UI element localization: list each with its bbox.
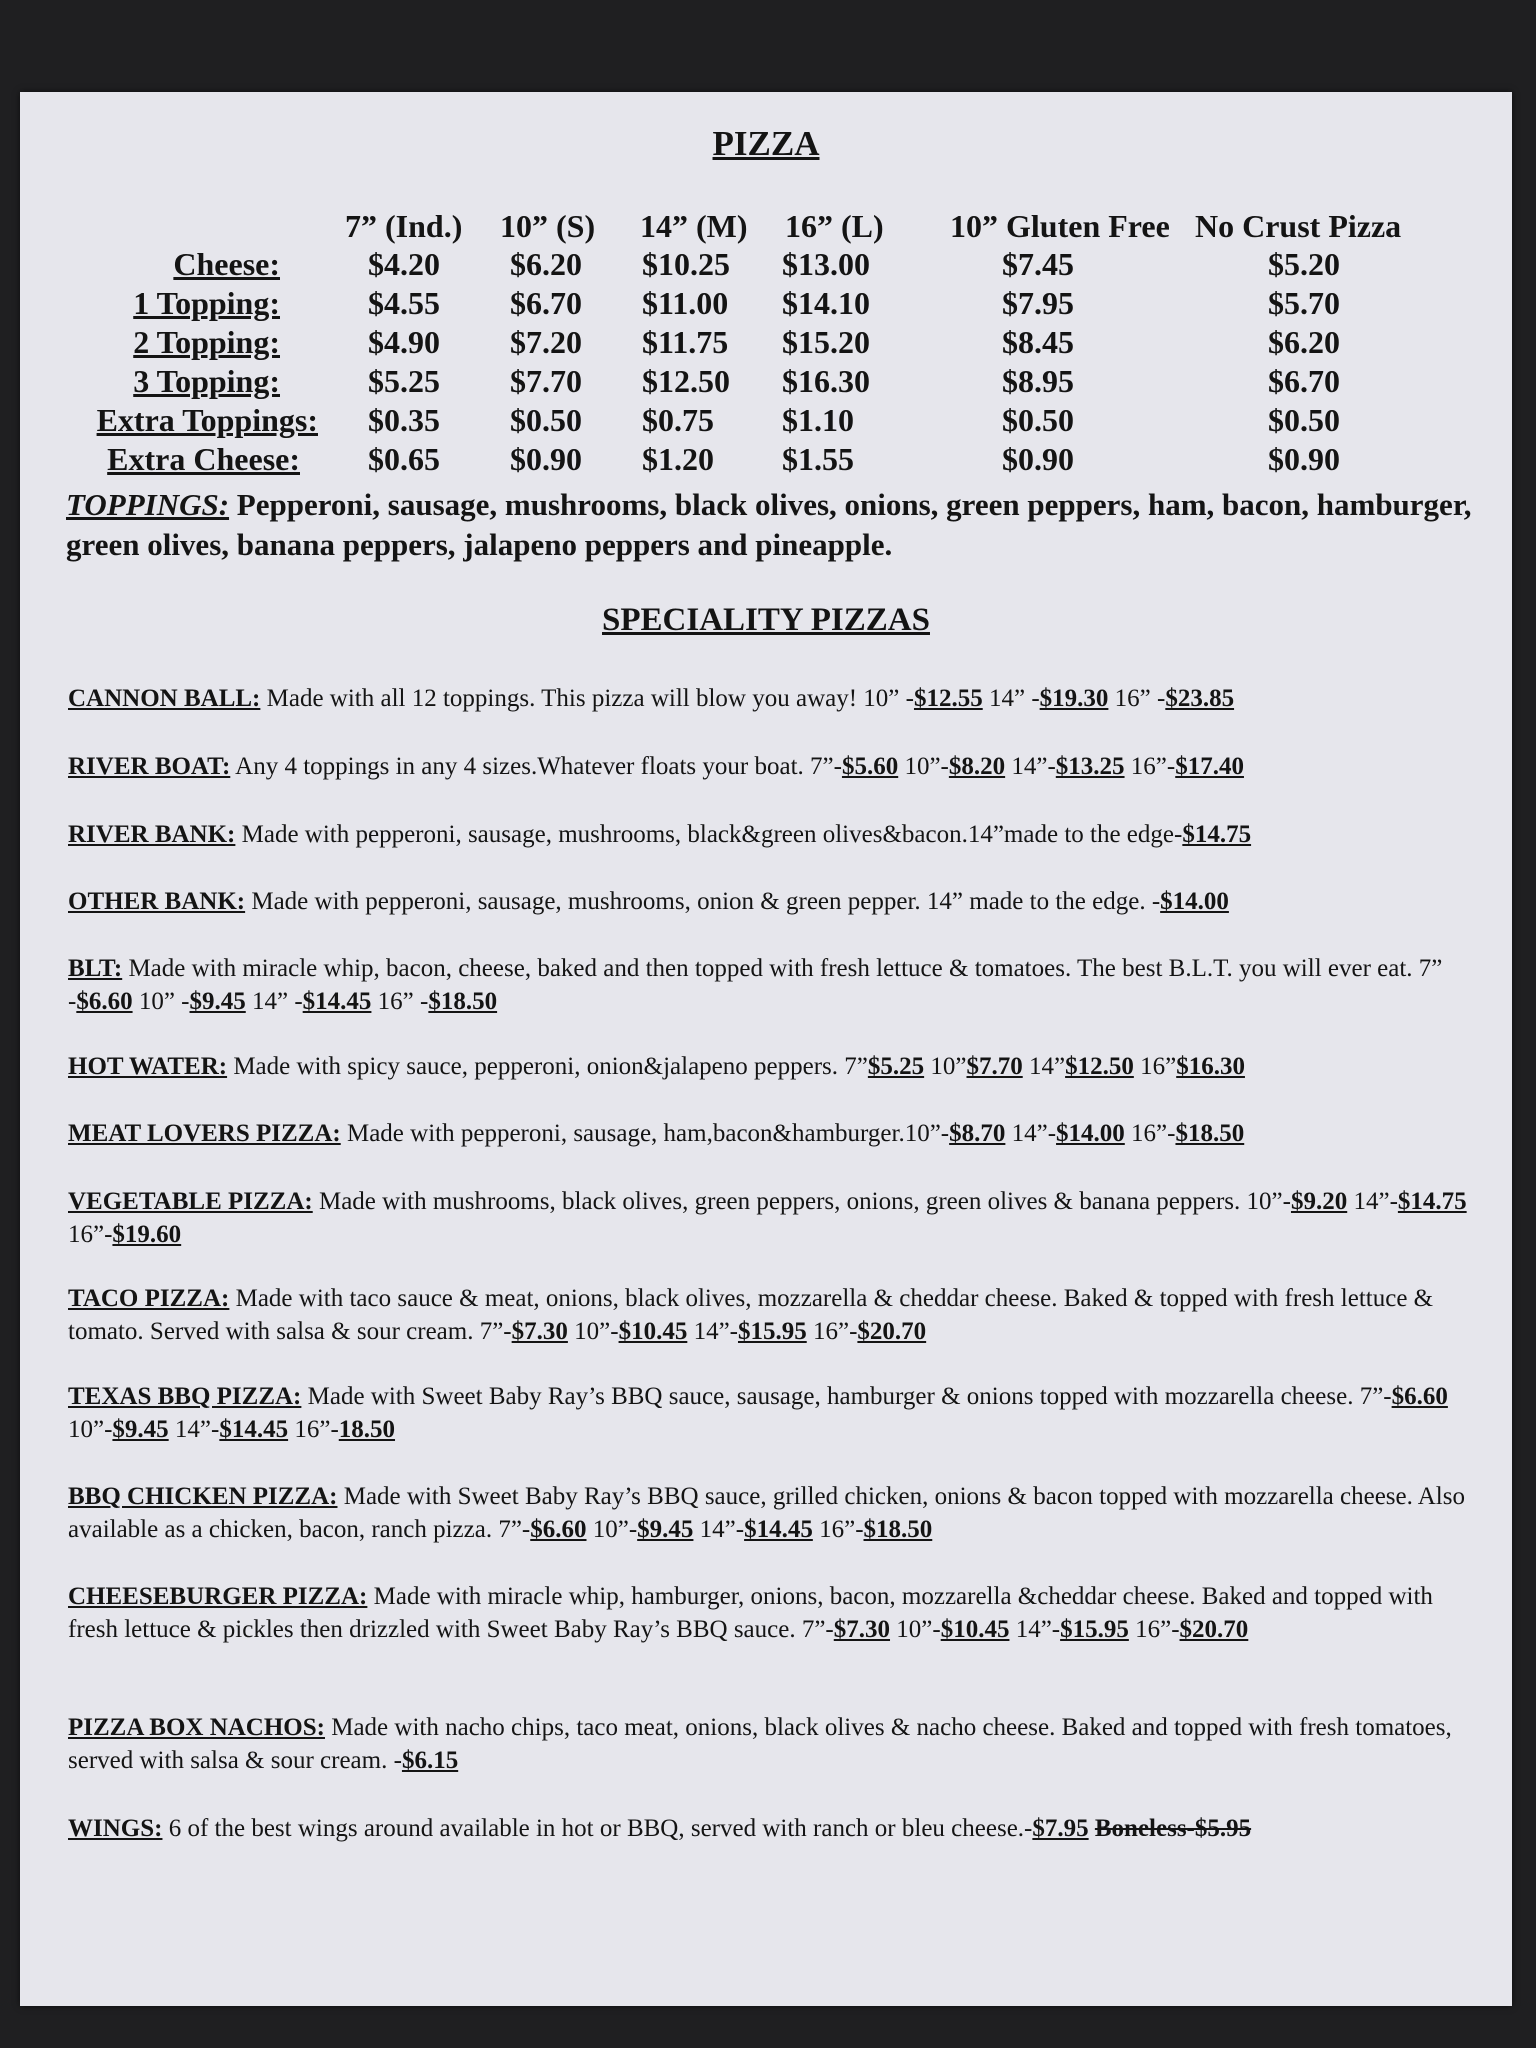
price-cell: $7.20 xyxy=(510,324,582,360)
specialty-item xyxy=(68,818,1488,851)
price: $5.25 xyxy=(867,1053,925,1080)
price: $14.45 xyxy=(744,1516,813,1543)
description-text: Any 4 toppings in any 4 sizes.Whatever floats your boat. 7”- xyxy=(230,753,842,780)
description-text: 14”- xyxy=(1009,1616,1061,1643)
specialty-item xyxy=(68,1580,1488,1646)
pizza-section-title: PIZZA xyxy=(712,124,820,163)
description-text: 10”- xyxy=(586,1516,638,1543)
price: $9.45 xyxy=(189,988,246,1015)
description-text: 16”- xyxy=(812,1516,864,1543)
price: $7.30 xyxy=(511,1318,568,1345)
specialty-item-name: BLT: xyxy=(68,955,123,982)
size-header: 14” (M) xyxy=(640,208,748,244)
price-row-label: 1 Topping: xyxy=(133,285,280,321)
menu-page xyxy=(20,92,1512,2006)
crossed-out-price: Boneless-$5.95 xyxy=(1094,1815,1252,1842)
price-cell: $0.75 xyxy=(642,402,714,438)
specialty-item-name: RIVER BANK: xyxy=(68,821,236,848)
description-text: 14”- xyxy=(1005,1120,1057,1147)
specialty-item-name: TEXAS BBQ PIZZA: xyxy=(68,1383,302,1410)
price-row-label: Cheese: xyxy=(173,246,280,282)
price-cell: $16.30 xyxy=(782,363,870,399)
description-text: 16”- xyxy=(1128,1616,1180,1643)
description-text: 14”- xyxy=(693,1516,745,1543)
description-text: 10”- xyxy=(890,1616,941,1643)
price-cell: $14.10 xyxy=(782,285,870,321)
price: $6.60 xyxy=(76,988,133,1015)
description-text: 10”- xyxy=(68,1416,113,1443)
price: $18.50 xyxy=(1175,1120,1245,1147)
price-cell: $6.20 xyxy=(1268,324,1340,360)
price: $14.45 xyxy=(302,988,372,1015)
specialty-item xyxy=(68,1282,1488,1348)
price: $14.00 xyxy=(1160,888,1229,915)
price-cell: $11.00 xyxy=(642,285,729,321)
price: $7.30 xyxy=(833,1616,891,1643)
price: $12.55 xyxy=(913,685,983,712)
price: $14.45 xyxy=(219,1416,289,1443)
description-text: Made with nacho chips, taco meat, onions, black olives & nacho cheese. Baked and topped with fresh tomatoes, served with salsa & sour cream. - xyxy=(68,1714,1452,1774)
price-cell: $6.20 xyxy=(510,246,582,282)
price: $12.50 xyxy=(1065,1053,1134,1080)
toppings-text: Pepperoni, sausage, mushrooms, black olives, onions, green peppers, ham, bacon, hamburger, green olives, banana peppers, jalapeno peppers and pineapple. xyxy=(66,487,1472,562)
price-cell: $11.75 xyxy=(642,324,729,360)
description-text: Made with mushrooms, black olives, green peppers, onions, green olives & banana peppers. 10”- xyxy=(312,1188,1291,1215)
description-text: 16” - xyxy=(371,988,429,1015)
price-cell: $1.20 xyxy=(642,441,714,477)
description-text: Made with taco sauce & meat, onions, black olives, mozzarella & cheddar cheese. Baked & topped with fresh lettuce & tomato. Served with salsa & sour cream. 7”- xyxy=(68,1285,1434,1345)
price-cell: $5.20 xyxy=(1268,246,1340,282)
price: $7.70 xyxy=(966,1053,1023,1080)
specialty-item xyxy=(68,1480,1488,1546)
specialty-item-name: WINGS: xyxy=(68,1815,163,1842)
size-header: 10” (S) xyxy=(500,208,596,244)
price: $15.95 xyxy=(1060,1616,1129,1643)
price-cell: $0.35 xyxy=(368,402,440,438)
price-cell: $0.90 xyxy=(510,441,582,477)
description-text: 16”- xyxy=(1124,753,1176,780)
price-cell: $12.50 xyxy=(642,363,730,399)
price: $9.45 xyxy=(637,1516,694,1543)
price-cell: $4.90 xyxy=(368,324,440,360)
description-text: 16”- xyxy=(68,1221,113,1248)
specialty-item-name: BBQ CHICKEN PIZZA: xyxy=(68,1483,338,1510)
price-cell: $6.70 xyxy=(510,285,582,321)
description-text: 10”- xyxy=(567,1318,619,1345)
description-text: 16”- xyxy=(1124,1120,1176,1147)
price: $16.30 xyxy=(1176,1053,1245,1080)
specialty-item xyxy=(68,1711,1488,1777)
specialty-item xyxy=(68,750,1488,783)
description-text: 10” xyxy=(924,1053,967,1080)
price-cell: $0.90 xyxy=(1002,441,1074,477)
description-text: 16” xyxy=(1133,1053,1177,1080)
price: $9.20 xyxy=(1290,1188,1348,1215)
specialty-item xyxy=(68,1050,1488,1083)
price: $9.45 xyxy=(112,1416,169,1443)
description-text: 14” - xyxy=(245,988,303,1015)
price-cell: $5.70 xyxy=(1268,285,1340,321)
price-cell: $0.50 xyxy=(1268,402,1340,438)
price: $19.30 xyxy=(1039,685,1109,712)
description-text: 14”- xyxy=(168,1416,220,1443)
description-text: 6 of the best wings around available in hot or BBQ, served with ranch or bleu cheese.- xyxy=(162,1815,1033,1842)
price: $10.45 xyxy=(940,1616,1010,1643)
description-text: Made with miracle whip, bacon, cheese, baked and then topped with fresh lettuce & tomatoes. The best B.L.T. you will ever eat. 7” - xyxy=(68,955,1443,1015)
specialty-item xyxy=(68,885,1488,918)
specialty-item-name: VEGETABLE PIZZA: xyxy=(68,1188,313,1215)
specialty-item-name: OTHER BANK: xyxy=(68,888,246,915)
description-text: 14” - xyxy=(982,685,1040,712)
price-row-label: Extra Cheese: xyxy=(107,441,300,477)
price: $8.70 xyxy=(949,1120,1006,1147)
price: $18.50 xyxy=(863,1516,933,1543)
price: $18.50 xyxy=(428,988,498,1015)
price-cell: $7.45 xyxy=(1002,246,1074,282)
price-cell: $7.95 xyxy=(1002,285,1074,321)
price-cell: $1.55 xyxy=(782,441,854,477)
description-text: Made with miracle whip, hamburger, onions, bacon, mozzarella &cheddar cheese. Baked and topped with fresh lettuce & pickles then drizzled with Sweet Baby Ray’s BBQ sauce. 7”- xyxy=(68,1583,1433,1643)
price-row-label: 2 Topping: xyxy=(133,324,280,360)
description-text: Made with pepperoni, sausage, mushrooms, black&green olives&bacon.14”made to the edge- xyxy=(235,821,1183,848)
specialty-item-name: TACO PIZZA: xyxy=(68,1285,230,1312)
price: $19.60 xyxy=(112,1221,182,1248)
specialty-item-name: RIVER BOAT: xyxy=(68,753,231,780)
price-cell: $4.20 xyxy=(368,246,440,282)
description-text: Made with all 12 toppings. This pizza will blow you away! 10” - xyxy=(260,685,914,712)
specialty-item-name: MEAT LOVERS PIZZA: xyxy=(68,1120,341,1147)
size-header: No Crust Pizza xyxy=(1195,208,1402,244)
description-text: 14”- xyxy=(1005,753,1056,780)
price-cell: $8.45 xyxy=(1002,324,1074,360)
price: 18.50 xyxy=(338,1416,396,1443)
size-header: 7” (Ind.) xyxy=(345,208,463,244)
price-cell: $10.25 xyxy=(642,246,730,282)
price: $15.95 xyxy=(737,1318,807,1345)
toppings-label: TOPPINGS: xyxy=(66,487,230,522)
specialty-item xyxy=(68,682,1488,715)
size-header: 16” (L) xyxy=(785,208,884,244)
price-cell: $4.55 xyxy=(368,285,440,321)
specialty-item xyxy=(68,1812,1488,1845)
description-text: 16” - xyxy=(1108,685,1166,712)
description-text: Made with Sweet Baby Ray’s BBQ sauce, grilled chicken, onions & bacon topped with mozzarella cheese. Also available as a chicken, bacon, ranch pizza. 7”- xyxy=(68,1483,1465,1543)
price: $20.70 xyxy=(857,1318,927,1345)
price-cell: $1.10 xyxy=(782,402,854,438)
specialty-item xyxy=(68,1185,1488,1251)
price: $5.60 xyxy=(841,753,899,780)
description-text: Made with spicy sauce, pepperoni, onion&jalapeno peppers. 7” xyxy=(227,1053,868,1080)
description-text: 16”- xyxy=(806,1318,858,1345)
price-cell: $0.50 xyxy=(510,402,582,438)
price: $17.40 xyxy=(1175,753,1244,780)
price-cell: $7.70 xyxy=(510,363,582,399)
specialty-item-name: CHEESEBURGER PIZZA: xyxy=(68,1583,368,1610)
description-text: Made with Sweet Baby Ray’s BBQ sauce, sausage, hamburger & onions topped with mozzarella cheese. 7”- xyxy=(301,1383,1392,1410)
size-header: 10” Gluten Free xyxy=(950,208,1170,244)
description-text: 16”- xyxy=(288,1416,339,1443)
price-cell: $0.90 xyxy=(1268,441,1340,477)
price: $8.20 xyxy=(948,753,1006,780)
specialty-item-name: CANNON BALL: xyxy=(68,685,261,712)
specialty-item xyxy=(68,1380,1488,1446)
price: $7.95 xyxy=(1032,1815,1089,1842)
price-cell: $0.65 xyxy=(368,441,440,477)
price-cell: $8.95 xyxy=(1002,363,1074,399)
description-text: 14”- xyxy=(1347,1188,1398,1215)
description-text: 10” - xyxy=(132,988,190,1015)
price-row-label: Extra Toppings: xyxy=(96,402,318,438)
price-cell: $5.25 xyxy=(368,363,440,399)
price: $6.60 xyxy=(530,1516,587,1543)
price: $23.85 xyxy=(1165,685,1235,712)
specialty-item-name: PIZZA BOX NACHOS: xyxy=(68,1714,325,1741)
specialty-item xyxy=(68,952,1488,1018)
description-text: Made with pepperoni, sausage, ham,bacon&hamburger.10”- xyxy=(340,1120,950,1147)
price-cell: $0.50 xyxy=(1002,402,1074,438)
price: $14.75 xyxy=(1397,1188,1467,1215)
description-text: 14”- xyxy=(687,1318,738,1345)
description-text: 14” xyxy=(1022,1053,1066,1080)
price: $6.60 xyxy=(1391,1383,1448,1410)
description-text: Made with pepperoni, sausage, mushrooms, onion & green pepper. 14” made to the edge. - xyxy=(245,888,1161,915)
price: $14.75 xyxy=(1182,821,1252,848)
specialty-item-name: HOT WATER: xyxy=(68,1053,228,1080)
specialty-item xyxy=(68,1117,1488,1150)
price: $10.45 xyxy=(618,1318,688,1345)
price-cell: $6.70 xyxy=(1268,363,1340,399)
price-cell: $13.00 xyxy=(782,246,870,282)
price-row-label: 3 Topping: xyxy=(133,363,280,399)
description-text: 10”- xyxy=(898,753,949,780)
price: $20.70 xyxy=(1179,1616,1249,1643)
price: $6.15 xyxy=(401,1747,459,1774)
toppings-list xyxy=(66,485,1486,565)
price-cell: $15.20 xyxy=(782,324,870,360)
specialty-section-title: SPECIALITY PIZZAS xyxy=(602,602,930,638)
price: $13.25 xyxy=(1055,753,1125,780)
price: $14.00 xyxy=(1056,1120,1125,1147)
